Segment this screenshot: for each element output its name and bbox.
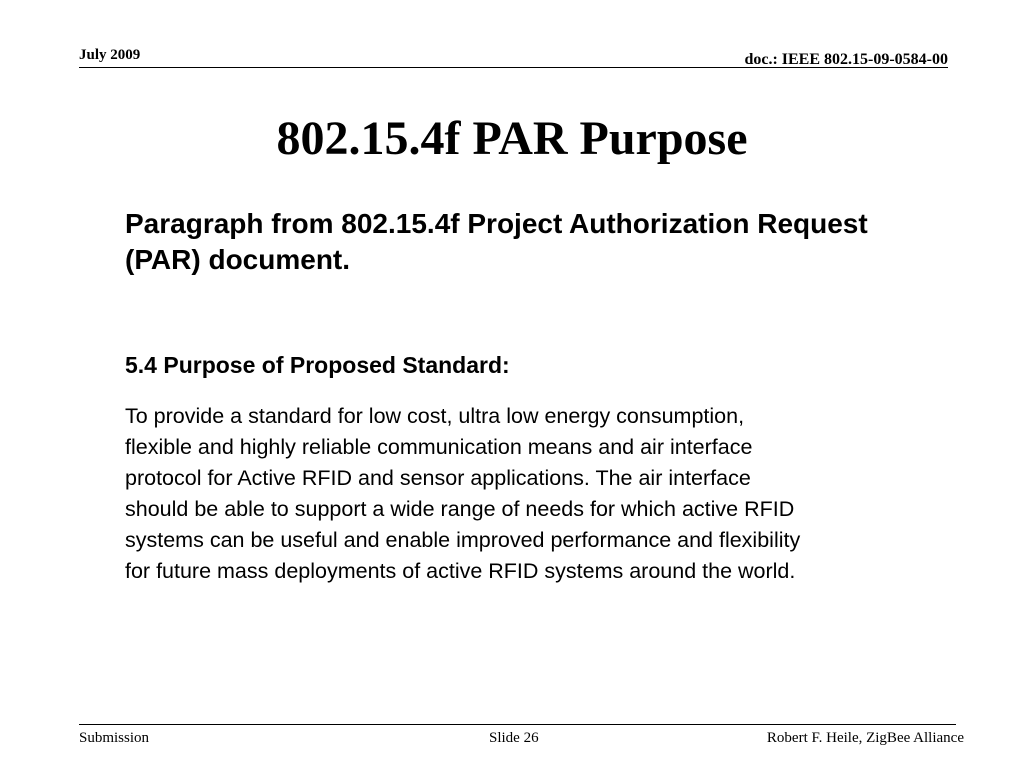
slide-title: 802.15.4f PAR Purpose [276,112,748,165]
footer-author: Robert F. Heile, ZigBee Alliance [766,730,964,746]
header-rule [79,67,948,68]
body-line: for future mass deployments of active RFID systems around the world. [125,559,796,583]
header-doc-id: doc.: IEEE 802.15-09-0584-00 [744,51,948,68]
header-date: July 2009 [79,47,141,63]
footer-submission: Submission [79,730,150,746]
body-line: flexible and highly reliable communication means and air interface [125,435,753,459]
section-heading: 5.4 Purpose of Proposed Standard: [125,352,510,378]
body-line: should be able to support a wide range of needs for which active RFID [125,497,795,521]
section-body [125,401,945,587]
body-line: To provide a standard for low cost, ultra low energy consumption, [125,404,745,428]
footer-slide-number: Slide 26 [489,730,539,746]
intro-paragraph: Paragraph from 802.15.4f Project Authorization Request (PAR) document. [125,208,868,275]
body-line: systems can be useful and enable improved performance and flexibility [125,528,801,552]
body-line: protocol for Active RFID and sensor applications. The air interface [125,466,751,490]
footer-rule [79,724,956,725]
